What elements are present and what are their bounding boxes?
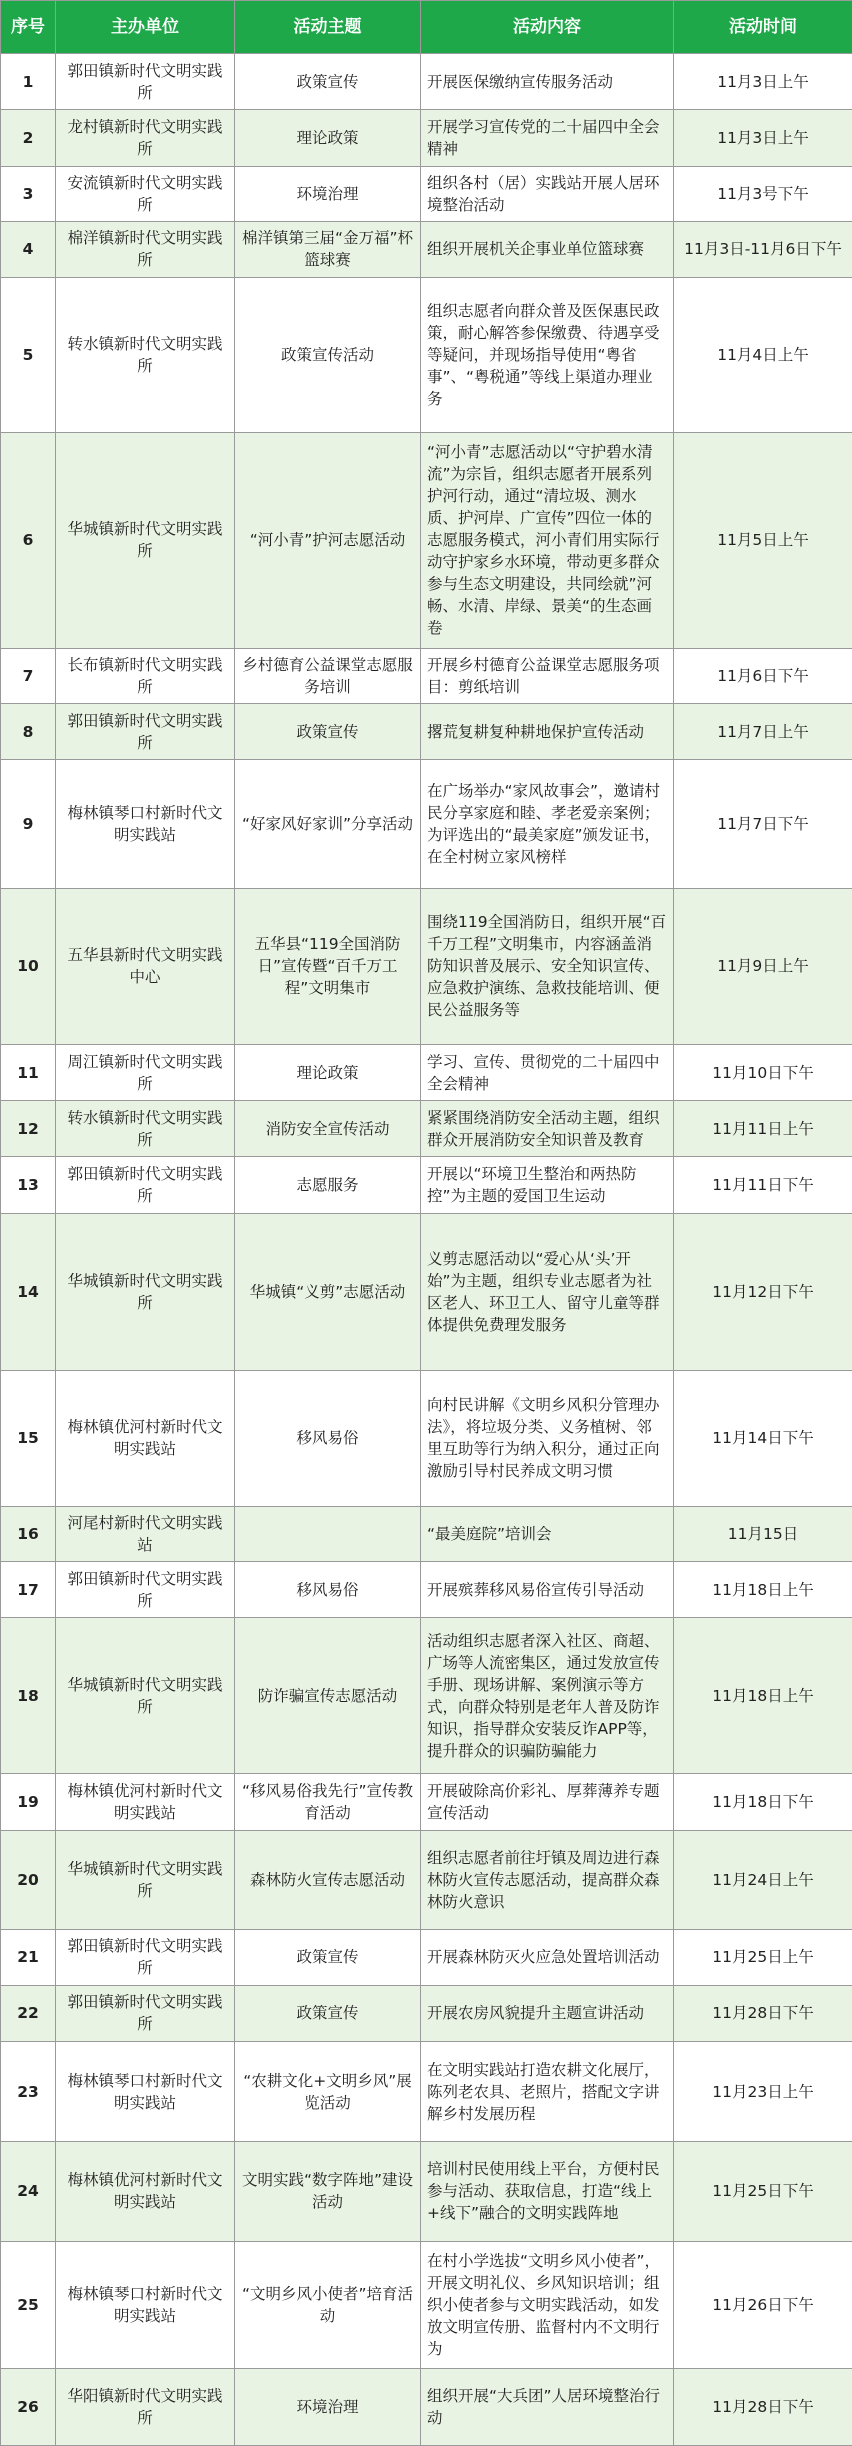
table-row [1,1370,852,1506]
row-organizer: 梅林镇优河村新时代文明实践站 [56,2141,235,2241]
row-organizer: 华城镇新时代文明实践所 [56,1213,235,1370]
table-row [1,703,852,759]
row-theme: 防诈骗宣传志愿活动 [235,1618,421,1774]
row-content: 开展医保缴纳宣传服务活动 [421,54,674,110]
row-time: 11月25日上午 [674,1929,852,1985]
row-content: 组织开展机关企事业单位篮球赛 [421,221,674,277]
row-theme: 理论政策 [235,110,421,166]
table-row [1,2369,852,2446]
row-number: 26 [1,2369,56,2446]
table-row [1,2141,852,2241]
table-row [1,221,852,277]
row-content: 开展殡葬移风易俗宣传引导活动 [421,1562,674,1618]
row-time: 11月14日下午 [674,1370,852,1506]
row-content: “河小青”志愿活动以“守护碧水清流”为宗旨，组织志愿者开展系列护河行动，通过“清垃圾、测水质、护河岸、广宣传”四位一体的志愿服务模式，河小青们用实际行动守护家乡水环境，带动更多群众参与生态文明建设，共同绘就”河畅、水清、岸绿、景美“的生态画卷 [421,433,674,649]
row-time: 11月26日下午 [674,2241,852,2368]
row-time: 11月4日上午 [674,278,852,433]
row-number: 22 [1,1985,56,2041]
table-row [1,1044,852,1100]
table-row [1,1213,852,1370]
row-theme: 移风易俗 [235,1370,421,1506]
row-number: 6 [1,433,56,649]
row-theme: “农耕文化+文明乡风”展览活动 [235,2042,421,2142]
row-content: 紧紧围绕消防安全活动主题，组织群众开展消防安全知识普及教育 [421,1101,674,1157]
table-row [1,760,852,889]
row-number: 25 [1,2241,56,2368]
row-time: 11月15日 [674,1506,852,1561]
row-content: 开展农房风貌提升主题宣讲活动 [421,1985,674,2041]
row-organizer: 河尾村新时代文明实践站 [56,1506,235,1561]
row-number: 18 [1,1618,56,1774]
table-row [1,2241,852,2368]
table-row [1,166,852,221]
row-theme: 理论政策 [235,1044,421,1100]
row-time: 11月6日下午 [674,648,852,703]
row-time: 11月3日上午 [674,110,852,166]
row-number: 13 [1,1157,56,1213]
row-organizer: 梅林镇优河村新时代文明实践站 [56,1774,235,1830]
row-content: 组织开展“大兵团”人居环境整治行动 [421,2369,674,2446]
row-time: 11月23日上午 [674,2042,852,2142]
row-number: 10 [1,888,56,1044]
row-number: 24 [1,2141,56,2241]
row-content: 开展破除高价彩礼、厚葬薄养专题宣传活动 [421,1774,674,1830]
row-number: 9 [1,760,56,889]
row-theme: 环境治理 [235,2369,421,2446]
row-number: 23 [1,2042,56,2142]
table-row [1,1157,852,1213]
row-time: 11月10日下午 [674,1044,852,1100]
row-organizer: 周江镇新时代文明实践所 [56,1044,235,1100]
table-row [1,1101,852,1157]
row-organizer: 梅林镇琴口村新时代文明实践站 [56,2042,235,2142]
row-organizer: 华城镇新时代文明实践所 [56,433,235,649]
row-time: 11月28日下午 [674,1985,852,2041]
row-time: 11月7日上午 [674,703,852,759]
row-content: 围绕119全国消防日，组织开展“百千万工程”文明集市，内容涵盖消防知识普及展示、安全知识宣传、应急救护演练、急救技能培训、便民公益服务等 [421,888,674,1044]
row-theme: “河小青”护河志愿活动 [235,433,421,649]
row-organizer: 郭田镇新时代文明实践所 [56,1985,235,2041]
row-number: 8 [1,703,56,759]
row-time: 11月7日下午 [674,760,852,889]
row-organizer: 安流镇新时代文明实践所 [56,166,235,221]
row-number: 20 [1,1830,56,1929]
table-row [1,888,852,1044]
table-row [1,1929,852,1985]
row-organizer: 郭田镇新时代文明实践所 [56,1929,235,1985]
header-organizer: 主办单位 [56,1,235,54]
header-time: 活动时间 [674,1,852,54]
row-organizer: 华阳镇新时代文明实践所 [56,2369,235,2446]
row-content: 培训村民使用线上平台，方便村民参与活动、获取信息，打造“线上+线下”融合的文明实践阵地 [421,2141,674,2241]
row-content: 撂荒复耕复种耕地保护宣传活动 [421,703,674,759]
row-content: 开展森林防灭火应急处置培训活动 [421,1929,674,1985]
table-row [1,1830,852,1929]
row-theme: 政策宣传活动 [235,278,421,433]
row-organizer: 长布镇新时代文明实践所 [56,648,235,703]
row-organizer: 郭田镇新时代文明实践所 [56,1562,235,1618]
row-time: 11月3号下午 [674,166,852,221]
row-content: 学习、宣传、贯彻党的二十届四中全会精神 [421,1044,674,1100]
row-time: 11月11日下午 [674,1157,852,1213]
row-number: 3 [1,166,56,221]
table-row [1,110,852,166]
row-organizer: 华城镇新时代文明实践所 [56,1830,235,1929]
row-number: 5 [1,278,56,433]
row-organizer: 转水镇新时代文明实践所 [56,278,235,433]
table-row [1,433,852,649]
row-content: 活动组织志愿者深入社区、商超、广场等人流密集区，通过发放宣传手册、现场讲解、案例演示等方式，向群众特别是老年人普及防诈知识，指导群众安装反诈APP等，提升群众的识骗防骗能力 [421,1618,674,1774]
row-theme: 移风易俗 [235,1562,421,1618]
row-content: 义剪志愿活动以“爱心从‘头’开始”为主题，组织专业志愿者为社区老人、环卫工人、留守儿童等群体提供免费理发服务 [421,1213,674,1370]
row-number: 21 [1,1929,56,1985]
table-row [1,1774,852,1830]
row-content: 开展学习宣传党的二十届四中全会精神 [421,110,674,166]
row-organizer: 梅林镇琴口村新时代文明实践站 [56,2241,235,2368]
row-time: 11月3日上午 [674,54,852,110]
row-content: 在广场举办“家风故事会”，邀请村民分享家庭和睦、孝老爱亲案例；为评选出的“最美家庭”颁发证书，在全村树立家风榜样 [421,760,674,889]
row-number: 7 [1,648,56,703]
row-number: 19 [1,1774,56,1830]
table-row [1,648,852,703]
row-number: 16 [1,1506,56,1561]
row-organizer: 五华县新时代文明实践中心 [56,888,235,1044]
row-time: 11月9日上午 [674,888,852,1044]
row-time: 11月3日-11月6日下午 [674,221,852,277]
row-number: 4 [1,221,56,277]
row-time: 11月24日上午 [674,1830,852,1929]
row-organizer: 梅林镇琴口村新时代文明实践站 [56,760,235,889]
row-time: 11月25日下午 [674,2141,852,2241]
table-row [1,54,852,110]
row-number: 11 [1,1044,56,1100]
row-content: 组织志愿者前往圩镇及周边进行森林防火宣传志愿活动，提高群众森林防火意识 [421,1830,674,1929]
row-organizer: 转水镇新时代文明实践所 [56,1101,235,1157]
row-number: 12 [1,1101,56,1157]
row-theme: 乡村德育公益课堂志愿服务培训 [235,648,421,703]
row-organizer: 郭田镇新时代文明实践所 [56,1157,235,1213]
row-content: “最美庭院”培训会 [421,1506,674,1561]
row-theme: 五华县“119全国消防日”宣传暨“百千万工程”文明集市 [235,888,421,1044]
row-time: 11月18日上午 [674,1618,852,1774]
row-time: 11月28日下午 [674,2369,852,2446]
row-time: 11月5日上午 [674,433,852,649]
row-content: 在文明实践站打造农耕文化展厅，陈列老农具、老照片，搭配文字讲解乡村发展历程 [421,2042,674,2142]
row-organizer: 郭田镇新时代文明实践所 [56,703,235,759]
row-number: 15 [1,1370,56,1506]
row-content: 向村民讲解《文明乡风积分管理办法》，将垃圾分类、义务植树、邻里互助等行为纳入积分，通过正向激励引导村民养成文明习惯 [421,1370,674,1506]
row-theme: 华城镇“义剪”志愿活动 [235,1213,421,1370]
row-time: 11月18日上午 [674,1562,852,1618]
row-organizer: 龙村镇新时代文明实践所 [56,110,235,166]
row-time: 11月11日上午 [674,1101,852,1157]
row-theme [235,1506,421,1561]
table-row [1,1985,852,2041]
header-content: 活动内容 [421,1,674,54]
row-content: 开展乡村德育公益课堂志愿服务项目：剪纸培训 [421,648,674,703]
table-row [1,1506,852,1561]
header-no: 序号 [1,1,56,54]
table-row [1,1562,852,1618]
row-organizer: 梅林镇优河村新时代文明实践站 [56,1370,235,1506]
row-organizer: 郭田镇新时代文明实践所 [56,54,235,110]
table-row [1,2042,852,2142]
row-number: 2 [1,110,56,166]
row-theme: 政策宣传 [235,1985,421,2041]
row-organizer: 棉洋镇新时代文明实践所 [56,221,235,277]
table-row [1,278,852,433]
row-content: 组织志愿者向群众普及医保惠民政策，耐心解答参保缴费、待遇享受等疑问，并现场指导使用“粤省事”、“粤税通”等线上渠道办理业务 [421,278,674,433]
row-number: 14 [1,1213,56,1370]
row-organizer: 华城镇新时代文明实践所 [56,1618,235,1774]
row-number: 1 [1,54,56,110]
row-theme: 消防安全宣传活动 [235,1101,421,1157]
row-number: 17 [1,1562,56,1618]
table-row [1,1618,852,1774]
row-theme: 棉洋镇第三届“金万福”杯篮球赛 [235,221,421,277]
table-header-row [1,1,852,54]
row-theme: “好家风好家训”分享活动 [235,760,421,889]
row-time: 11月18日下午 [674,1774,852,1830]
row-theme: 森林防火宣传志愿活动 [235,1830,421,1929]
row-theme: “移风易俗我先行”宣传教育活动 [235,1774,421,1830]
header-theme: 活动主题 [235,1,421,54]
row-theme: 政策宣传 [235,54,421,110]
row-theme: 志愿服务 [235,1157,421,1213]
row-content: 组织各村（居）实践站开展人居环境整治活动 [421,166,674,221]
row-theme: 政策宣传 [235,703,421,759]
row-content: 在村小学选拔“文明乡风小使者”，开展文明礼仪、乡风知识培训；组织小使者参与文明实践活动，如发放文明宣传册、监督村内不文明行为 [421,2241,674,2368]
row-theme: 文明实践“数字阵地”建设活动 [235,2141,421,2241]
row-theme: 政策宣传 [235,1929,421,1985]
row-theme: “文明乡风小使者”培育活动 [235,2241,421,2368]
row-time: 11月12日下午 [674,1213,852,1370]
row-content: 开展以“环境卫生整治和两热防控”为主题的爱国卫生运动 [421,1157,674,1213]
row-theme: 环境治理 [235,166,421,221]
